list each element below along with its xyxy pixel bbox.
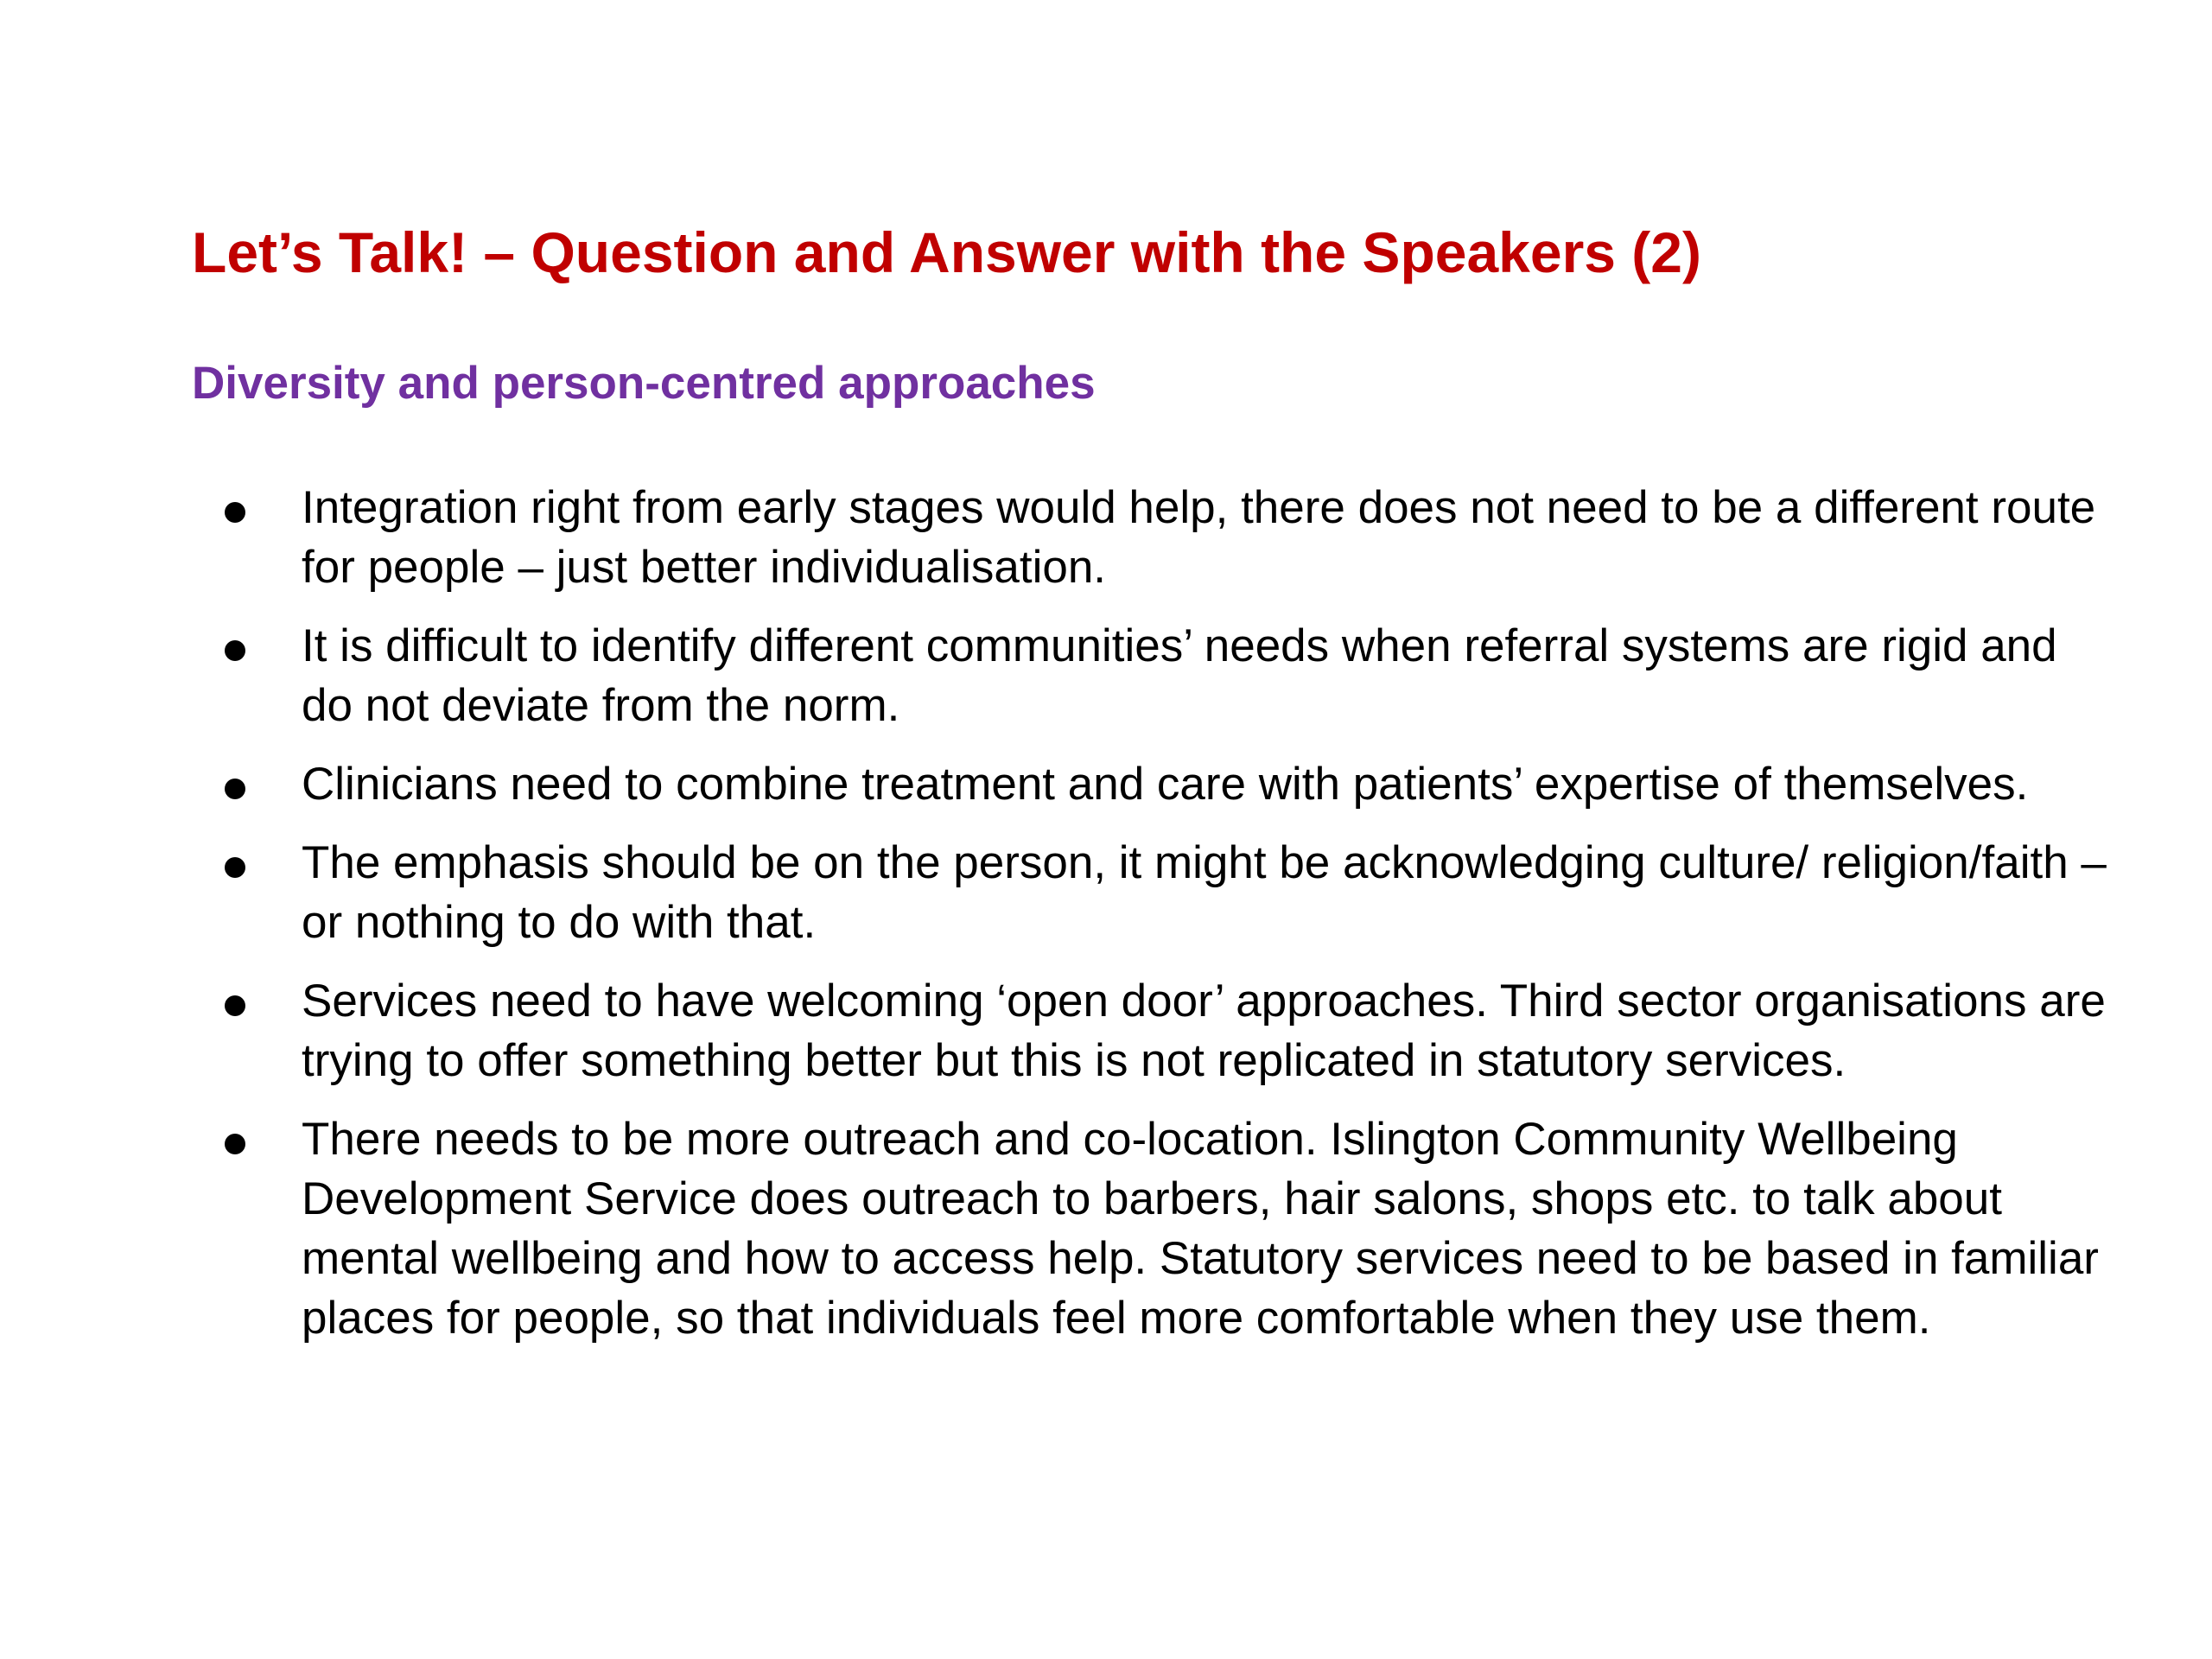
bullet-icon	[225, 857, 245, 878]
list-item	[0, 833, 2212, 952]
list-item-text: The emphasis should be on the person, it might be acknowledging culture/ religion/faith – or nothing to do with that.	[302, 837, 2107, 948]
bullet-list	[0, 478, 2212, 1367]
list-item-text: There needs to be more outreach and co-location. Islington Community Wellbeing Development Service does outreach to barbers, hair salons, shops etc. to talk about mental wellbeing and how to access help. Statutory services need to be based in familiar places for people, so that individuals feel more comfortable when they use them.	[302, 1114, 2099, 1344]
list-item	[0, 754, 2212, 814]
list-item-text: Integration right from early stages would help, there does not need to be a different route for people – just better individualisation.	[302, 482, 2096, 593]
list-item	[0, 971, 2212, 1090]
list-item-text: It is difficult to identify different communities’ needs when referral systems are rigid and do not deviate from the norm.	[302, 620, 2057, 731]
bullet-icon	[225, 502, 245, 523]
bullet-icon	[225, 995, 245, 1016]
page-title: Let’s Talk! – Question and Answer with the Speakers (2)	[192, 220, 1701, 284]
list-item	[0, 478, 2212, 597]
list-item-text: Services need to have welcoming ‘open door’ approaches. Third sector organisations are trying to offer something better but this is not replicated in statutory services.	[302, 976, 2106, 1086]
list-item-text: Clinicians need to combine treatment and care with patients’ expertise of themselves.	[302, 759, 2029, 810]
list-item	[0, 616, 2212, 735]
list-item	[0, 1109, 2212, 1348]
bullet-icon	[225, 1134, 245, 1154]
bullet-icon	[225, 779, 245, 799]
bullet-icon	[225, 640, 245, 661]
section-heading: Diversity and person-centred approaches	[192, 358, 1096, 409]
